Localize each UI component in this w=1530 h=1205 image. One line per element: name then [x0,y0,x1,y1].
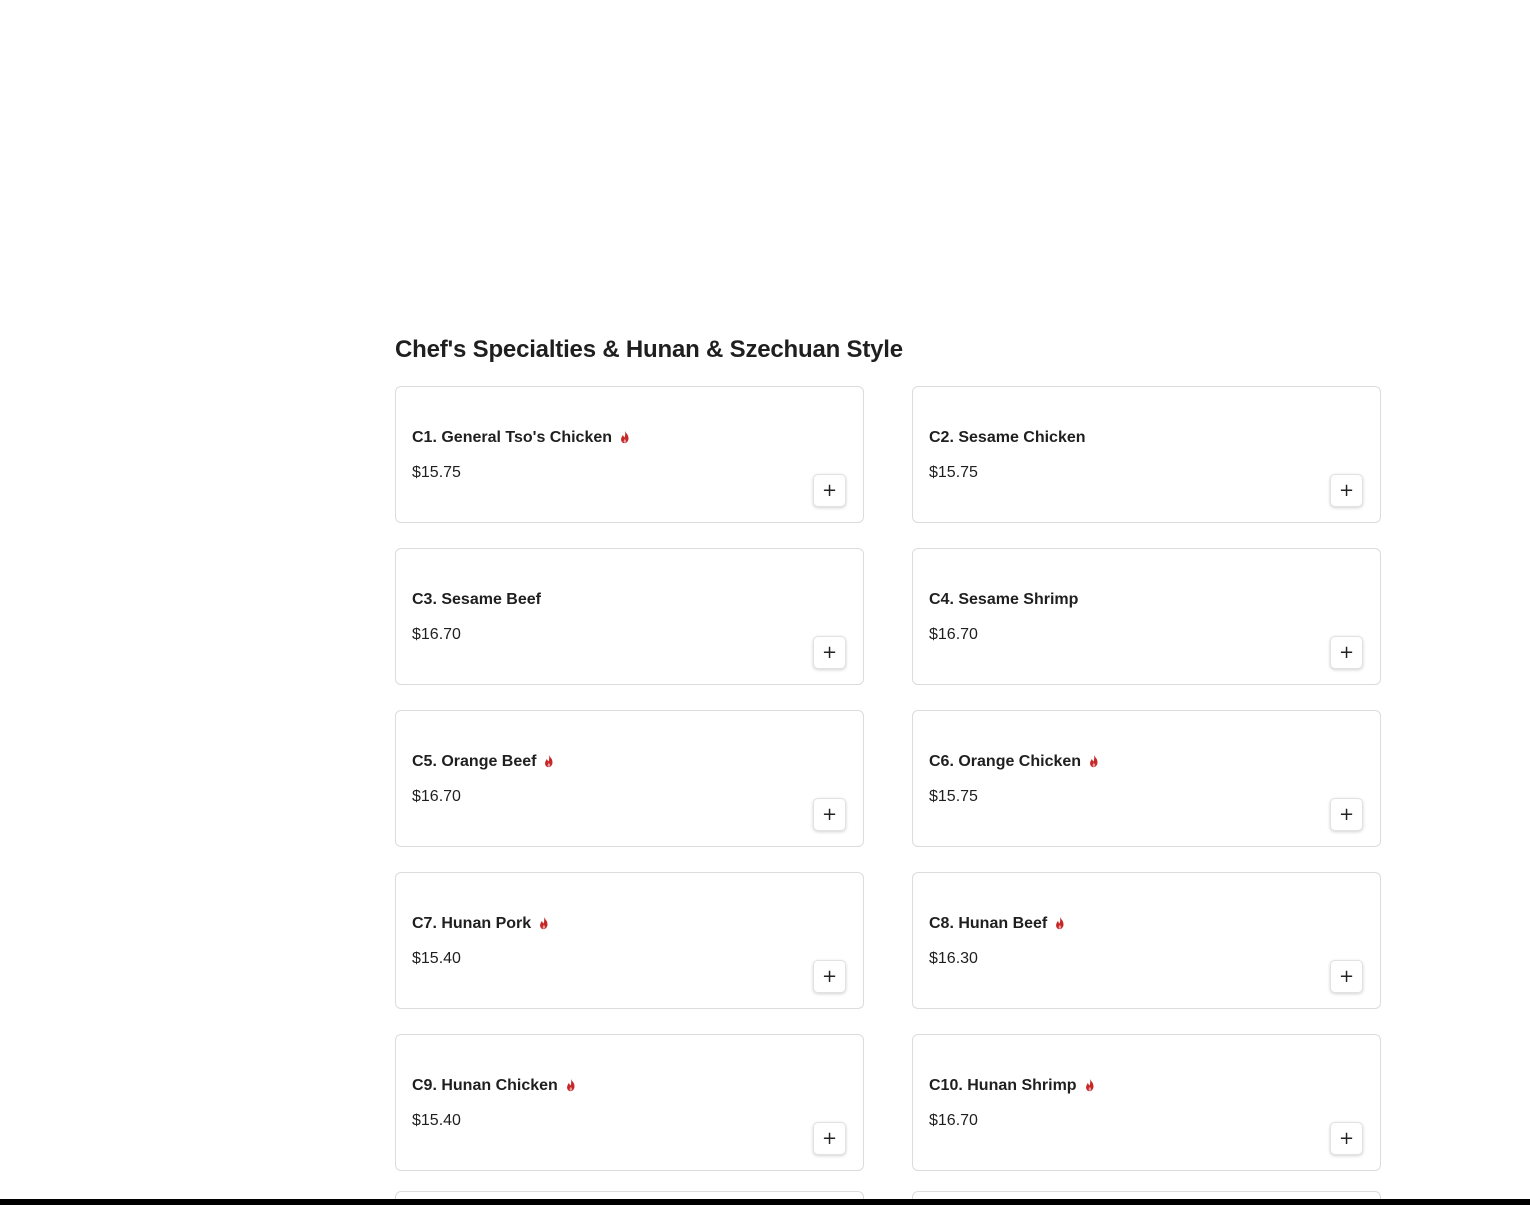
menu-item-name-row [412,1077,578,1095]
menu-item-name: C8. Hunan Beef [929,915,1048,932]
menu-item-card[interactable] [395,1034,864,1171]
menu-item-name-row [412,915,551,933]
add-item-button[interactable]: + [813,636,846,669]
menu-item-card[interactable] [912,1034,1381,1171]
add-item-button[interactable]: + [813,1122,846,1155]
menu-item-price: $15.75 [929,788,978,805]
menu-item-price: $16.70 [412,788,461,805]
flame-icon [1083,1078,1097,1092]
section-title: Chef's Specialties & Hunan & Szechuan Style [395,336,903,363]
bottom-bar [0,1199,1530,1205]
add-item-button[interactable]: + [813,798,846,831]
add-item-button[interactable]: + [1330,636,1363,669]
menu-item-name: C2. Sesame Chicken [929,429,1086,446]
menu-item-price: $16.70 [412,626,461,643]
menu-item-price: $16.70 [929,626,978,643]
add-item-button[interactable]: + [1330,474,1363,507]
menu-item-name-row [412,591,541,609]
menu-item-card[interactable] [912,872,1381,1009]
menu-item-name: C1. General Tso's Chicken [412,429,613,446]
add-item-button[interactable]: + [1330,1122,1363,1155]
menu-item-card[interactable] [395,872,864,1009]
menu-item-name: C9. Hunan Chicken [412,1077,558,1094]
menu-item-card[interactable] [912,710,1381,847]
menu-item-price: $15.40 [412,1112,461,1129]
menu-item-price: $15.75 [412,464,461,481]
menu-item-name-row [929,915,1067,933]
menu-item-name: C5. Orange Beef [412,753,537,770]
menu-item-name-row [929,753,1101,771]
flame-icon [542,754,556,768]
menu-item-name: C4. Sesame Shrimp [929,591,1079,608]
flame-icon [1053,916,1067,930]
menu-item-name: C7. Hunan Pork [412,915,532,932]
menu-item-card[interactable] [912,386,1381,523]
menu-item-card[interactable] [912,548,1381,685]
menu-item-name-row [929,429,1086,447]
flame-icon [1087,754,1101,768]
menu-item-name: C3. Sesame Beef [412,591,541,608]
menu-item-price: $16.70 [929,1112,978,1129]
menu-item-name-row [929,1077,1097,1095]
menu-item-card[interactable] [395,386,864,523]
flame-icon [537,916,551,930]
menu-item-name: C6. Orange Chicken [929,753,1082,770]
flame-icon [564,1078,578,1092]
flame-icon [618,430,632,444]
menu-item-card[interactable] [395,710,864,847]
menu-item-price: $15.75 [929,464,978,481]
menu-item-name: C10. Hunan Shrimp [929,1077,1077,1094]
menu-item-name-row [412,753,556,771]
menu-item-price: $15.40 [412,950,461,967]
add-item-button[interactable]: + [813,960,846,993]
menu-item-card[interactable] [395,548,864,685]
add-item-button[interactable]: + [1330,798,1363,831]
menu-item-name-row [929,591,1078,609]
menu-item-grid [395,386,1381,1171]
menu-item-price: $16.30 [929,950,978,967]
add-item-button[interactable]: + [1330,960,1363,993]
add-item-button[interactable]: + [813,474,846,507]
menu-item-name-row [412,429,632,447]
